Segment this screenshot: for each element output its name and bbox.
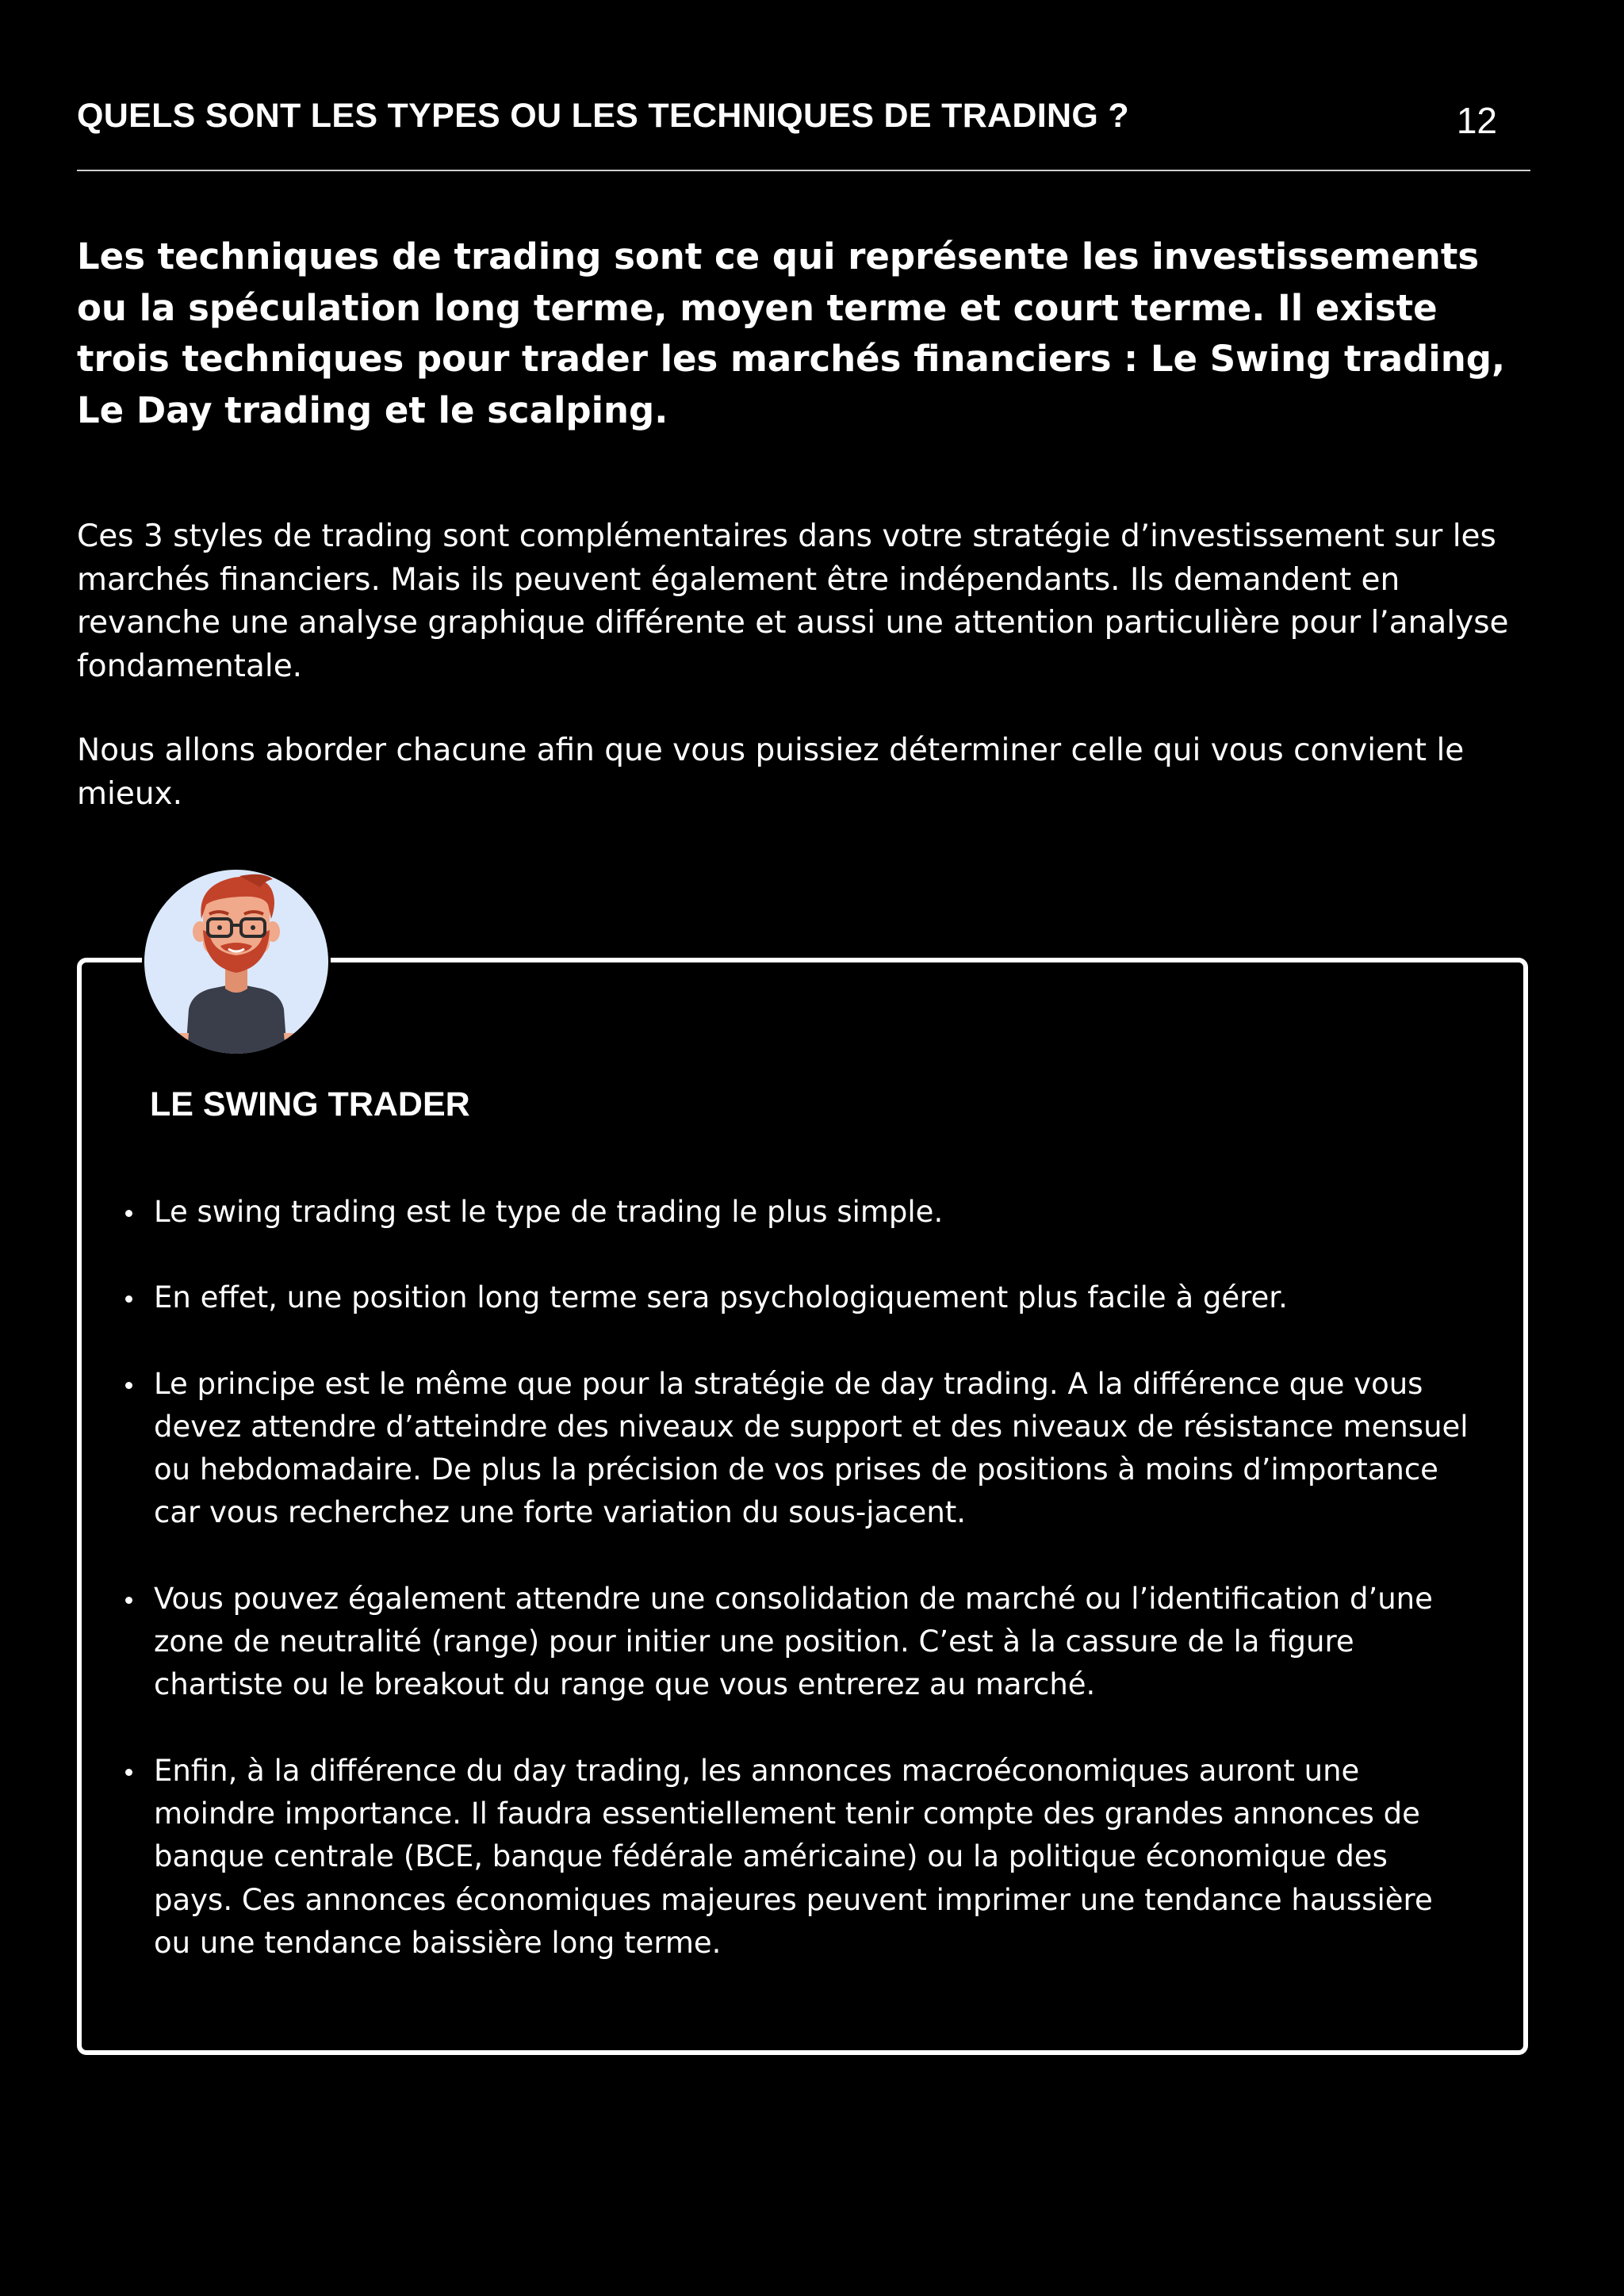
- list-item: En effet, une position long terme sera psychologiquement plus facile à gérer.: [122, 1276, 1470, 1319]
- list-item: Le swing trading est le type de trading le plus simple.: [122, 1191, 1470, 1234]
- header-divider: [77, 170, 1530, 171]
- avatar-illustration: [144, 870, 328, 1054]
- page-number: 12: [1456, 100, 1497, 141]
- list-item: Vous pouvez également attendre une consolidation de marché ou l’identification d’une zone de neutralité (range) pour initier une position. C’est à la cassure de la figure chartiste ou le breakout du range que vous entrerez au marché.: [122, 1578, 1470, 1707]
- intro-paragraph-1: Ces 3 styles de trading sont complémentaires dans votre stratégie d’investissement sur les marchés financiers. Mais ils peuvent également être indépendants. Ils demandent en revanche une analyse graphique différente et aussi une attention particulière pour l’analyse fondamentale.: [77, 519, 1509, 684]
- list-item: Enfin, à la différence du day trading, les annonces macroéconomiques auront une moindre importance. Il faudra essentiellement tenir compte des grandes annonces de banque centrale (BCE, banque fédérale américaine) ou la politique économique des pays. Ces annonces économiques majeures peuvent imprimer une tendance haussière ou une tendance baissière long terme.: [122, 1750, 1470, 1965]
- bullet-list: [122, 1191, 1470, 2007]
- intro-paragraph-2: Nous allons aborder chacune afin que vous puissiez déterminer celle qui vous convient le mieux.: [77, 733, 1465, 812]
- bearded-man-avatar-icon: [144, 870, 328, 1054]
- page-title: QUELS SONT LES TYPES OU LES TECHNIQUES DE TRADING ?: [77, 97, 1129, 135]
- intro-lead: Les techniques de trading sont ce qui représente les investissements ou la spéculation long terme, moyen terme et court terme. Il existe trois techniques pour trader les marchés financiers : Le Swing trading, Le Day trading et le scalping.: [77, 235, 1506, 431]
- list-item: Le principe est le même que pour la stratégie de day trading. A la différence que vous devez attendre d’atteindre des niveaux de support et des niveaux de résistance mensuel ou hebdomadaire. De plus la précision de vos prises de positions à moins d’importance car vous recherchez une forte variation du sous-jacent.: [122, 1363, 1470, 1535]
- card-title: LE SWING TRADER: [150, 1085, 470, 1123]
